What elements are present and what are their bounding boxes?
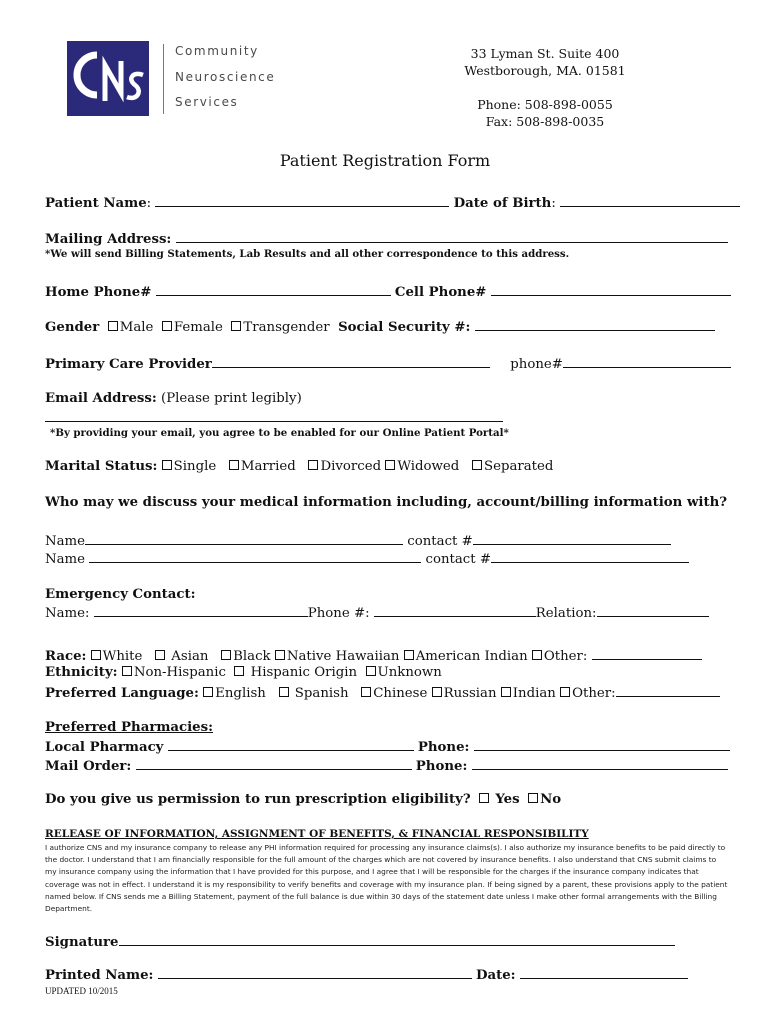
gender-transgender-checkbox[interactable] xyxy=(231,321,241,331)
gender-row xyxy=(45,318,715,335)
race-label: Race: xyxy=(45,649,87,664)
discuss-name-label: Name xyxy=(45,552,86,567)
ethnicity-label: Ethnicity: xyxy=(45,665,118,680)
language-russian-checkbox[interactable] xyxy=(432,687,442,697)
pcp-label: Primary Care Provider xyxy=(45,357,212,372)
language-spanish-checkbox[interactable] xyxy=(279,687,289,697)
marital-label: Marital Status: xyxy=(45,459,158,474)
date-label: Date: xyxy=(475,968,516,983)
mail-order-row xyxy=(45,757,728,774)
signature-row xyxy=(45,933,675,950)
race-asian-checkbox[interactable] xyxy=(155,650,165,660)
discuss-contact-label: contact # xyxy=(425,552,491,567)
language-russian-label: Russian xyxy=(443,686,497,701)
patient-name-field[interactable] xyxy=(155,194,449,207)
updated-note: UPDATED 10/2015 xyxy=(45,986,118,996)
race-american-indian-label: American Indian xyxy=(415,649,528,664)
local-pharmacy-phone-label: Phone: xyxy=(417,740,470,755)
discuss-contact-field-2[interactable] xyxy=(491,550,689,563)
form-title: Patient Registration Form xyxy=(279,151,491,170)
discuss-name-field-2[interactable] xyxy=(89,550,421,563)
language-other-field[interactable] xyxy=(616,684,720,697)
ethnicity-hispanic-label: Hispanic Origin xyxy=(250,665,358,680)
eligibility-no-checkbox[interactable] xyxy=(528,793,538,803)
ethnicity-non-hispanic-label: Non-Hispanic xyxy=(133,665,226,680)
dob-field[interactable] xyxy=(560,194,740,207)
discuss-contact-row-1 xyxy=(45,532,671,549)
discuss-name-label: Name xyxy=(45,534,86,549)
signature-field[interactable] xyxy=(119,933,675,946)
language-chinese-label: Chinese xyxy=(373,686,428,701)
race-american-indian-checkbox[interactable] xyxy=(404,650,414,660)
printed-name-label: Printed Name: xyxy=(45,968,154,983)
cell-phone-field[interactable] xyxy=(491,283,731,296)
mail-order-field[interactable] xyxy=(136,757,412,770)
mailing-note: *We will send Billing Statements, Lab Results and all other correspondence to this address. xyxy=(45,248,570,260)
pcp-phone-field[interactable] xyxy=(563,355,731,368)
mail-order-phone-label: Phone: xyxy=(415,759,468,774)
race-black-checkbox[interactable] xyxy=(221,650,231,660)
eligibility-yes-checkbox[interactable] xyxy=(479,793,489,803)
logo-divider xyxy=(163,44,164,114)
race-other-label: Other: xyxy=(543,649,588,664)
org-name-line3: Services xyxy=(175,95,239,109)
eligibility-row xyxy=(45,792,561,807)
emergency-name-label: Name: xyxy=(45,606,90,621)
pcp-phone-label: phone# xyxy=(510,357,563,372)
race-hawaiian-checkbox[interactable] xyxy=(275,650,285,660)
emergency-row xyxy=(45,604,709,621)
mail-order-phone-field[interactable] xyxy=(472,757,728,770)
language-english-label: English xyxy=(215,686,266,701)
discuss-contact-field-1[interactable] xyxy=(473,532,671,545)
gender-male-label: Male xyxy=(119,320,154,335)
home-phone-label: Home Phone# xyxy=(45,285,152,300)
cns-logo-mark xyxy=(67,41,149,116)
language-indian-checkbox[interactable] xyxy=(501,687,511,697)
cell-phone-label: Cell Phone# xyxy=(394,285,487,300)
race-white-label: White xyxy=(102,649,143,664)
eligibility-no-label: No xyxy=(540,792,562,807)
ethnicity-hispanic-checkbox[interactable] xyxy=(234,666,244,676)
dob-label: Date of Birth xyxy=(453,196,552,211)
mailing-address-field[interactable] xyxy=(176,230,728,243)
discuss-contact-label: contact # xyxy=(407,534,473,549)
language-english-checkbox[interactable] xyxy=(203,687,213,697)
race-white-checkbox[interactable] xyxy=(91,650,101,660)
marital-separated-checkbox[interactable] xyxy=(472,460,482,470)
release-text: I authorize CNS and my insurance company to release any PHI information required for processing any insurance claims(s). I also authorize my insurance benefits to be paid directly to the doctor. I understand that I am financially responsible for the full amount of the charges which are not covered by insurance benefits. I also understand that CNS submit claims to my insurance company using the information that I have provided for this purpose, and I agree that I will be responsible for the charges if the insurance company indicates that coverage was not in effect. I understand it is my responsibility to verify benefits and coverage with my insurance plan. If being signed by a parent, these provisions apply to the patient named below. If CNS sends me a Billing Statement, payment of the full balance is due within 30 days of the statement date unless I make other formal arrangements with the Billing Department. xyxy=(45,843,728,914)
discuss-name-field-1[interactable] xyxy=(85,532,403,545)
mailing-row xyxy=(45,230,728,247)
printed-name-field[interactable] xyxy=(158,966,472,979)
eligibility-question: Do you give us permission to run prescription eligibility? xyxy=(45,792,471,807)
org-name-line1: Community xyxy=(175,44,259,58)
race-hawaiian-label: Native Hawaiian xyxy=(286,649,400,664)
gender-male-checkbox[interactable] xyxy=(108,321,118,331)
address-line1: 33 Lyman St. Suite 400 xyxy=(470,46,620,61)
cns-logo xyxy=(67,41,149,116)
fax-number: Fax: 508-898-0035 xyxy=(485,114,605,129)
eligibility-yes-label: Yes xyxy=(495,792,520,807)
gender-transgender-label: Transgender xyxy=(243,320,330,335)
pharmacies-label: Preferred Pharmacies: xyxy=(45,720,214,735)
phone-number: Phone: 508-898-0055 xyxy=(477,97,613,112)
ethnicity-unknown-checkbox[interactable] xyxy=(366,666,376,676)
emergency-phone-field[interactable] xyxy=(374,604,536,617)
gender-female-checkbox[interactable] xyxy=(162,321,172,331)
email-label: Email Address: xyxy=(45,391,157,406)
email-row xyxy=(45,391,302,406)
mailing-label: Mailing Address: xyxy=(45,232,172,247)
language-other-checkbox[interactable] xyxy=(560,687,570,697)
date-field[interactable] xyxy=(520,966,688,979)
signature-label: Signature xyxy=(45,935,119,950)
marital-single-checkbox[interactable] xyxy=(162,460,172,470)
printed-name-row xyxy=(45,966,688,983)
local-pharmacy-phone-field[interactable] xyxy=(474,738,730,751)
emergency-phone-label: Phone #: xyxy=(307,606,370,621)
ethnicity-unknown-label: Unknown xyxy=(377,665,442,680)
pcp-row xyxy=(45,355,731,372)
local-pharmacy-label: Local Pharmacy xyxy=(45,740,164,755)
marital-row xyxy=(45,459,553,474)
marital-married-checkbox[interactable] xyxy=(229,460,239,470)
address-line2: Westborough, MA. 01581 xyxy=(464,63,626,78)
race-other-checkbox[interactable] xyxy=(532,650,542,660)
marital-divorced-checkbox[interactable] xyxy=(308,460,318,470)
race-row xyxy=(45,647,702,664)
patient-name-label: Patient Name xyxy=(45,196,147,211)
language-label: Preferred Language: xyxy=(45,686,199,701)
marital-widowed-label: Widowed xyxy=(397,459,460,474)
language-other-label: Other: xyxy=(572,686,616,701)
emergency-label: Emergency Contact: xyxy=(45,587,196,602)
emergency-name-field[interactable] xyxy=(94,604,308,617)
ssn-label: Social Security #: xyxy=(338,320,471,335)
race-black-label: Black xyxy=(233,649,271,664)
ethnicity-row xyxy=(45,665,442,680)
race-other-field[interactable] xyxy=(592,647,702,660)
ethnicity-non-hispanic-checkbox[interactable] xyxy=(122,666,132,676)
emergency-relation-field[interactable] xyxy=(597,604,709,617)
release-heading: RELEASE OF INFORMATION, ASSIGNMENT OF BENEFITS, & FINANCIAL RESPONSIBILITY xyxy=(45,828,589,840)
local-pharmacy-field[interactable] xyxy=(168,738,414,751)
emergency-relation-label: Relation: xyxy=(535,606,597,621)
language-spanish-label: Spanish xyxy=(294,686,349,701)
discuss-question: Who may we discuss your medical information including, account/billing information with? xyxy=(45,495,728,510)
gender-label: Gender xyxy=(45,320,100,335)
gender-female-label: Female xyxy=(173,320,223,335)
language-row xyxy=(45,684,720,701)
org-name-line2: Neuroscience xyxy=(175,70,276,84)
marital-widowed-checkbox[interactable] xyxy=(385,460,395,470)
pcp-field[interactable] xyxy=(212,355,490,368)
marital-separated-label: Separated xyxy=(483,459,554,474)
email-field[interactable] xyxy=(45,409,503,422)
phones-row xyxy=(45,283,731,300)
race-asian-label: Asian xyxy=(171,649,209,664)
ssn-field[interactable] xyxy=(475,318,715,331)
language-chinese-checkbox[interactable] xyxy=(361,687,371,697)
local-pharmacy-row xyxy=(45,738,730,755)
marital-single-label: Single xyxy=(173,459,217,474)
email-hint: (Please print legibly) xyxy=(161,391,302,406)
discuss-contact-row-2 xyxy=(45,550,689,567)
patient-name-row: Patient Name: Date of Birth: xyxy=(45,194,740,211)
language-indian-label: Indian xyxy=(512,686,556,701)
marital-divorced-label: Divorced xyxy=(320,459,382,474)
home-phone-field[interactable] xyxy=(156,283,391,296)
email-note: *By providing your email, you agree to be enabled for our Online Patient Portal* xyxy=(50,427,509,439)
marital-married-label: Married xyxy=(240,459,296,474)
mail-order-label: Mail Order: xyxy=(45,759,132,774)
